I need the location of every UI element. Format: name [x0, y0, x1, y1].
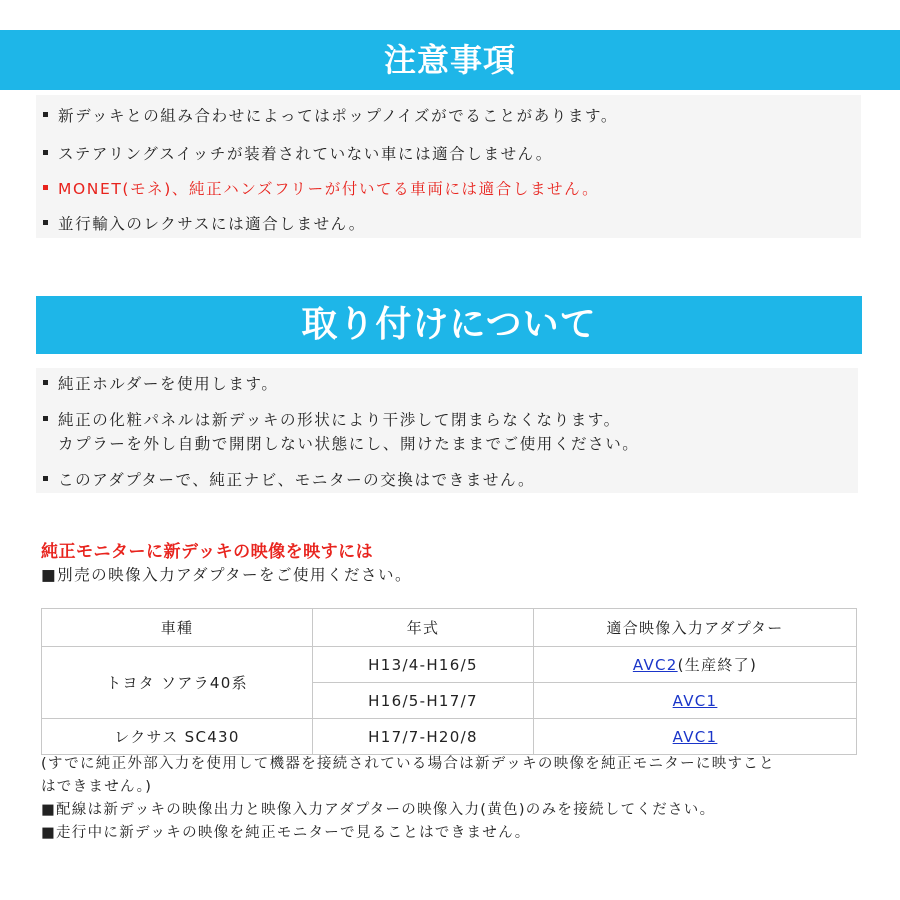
notes-title: 注意事項 — [383, 41, 516, 79]
cell-adapter — [534, 683, 857, 719]
footnote: ■走行中に新デッキの映像を純正モニターで見ることはできません。 — [41, 825, 531, 841]
header-model: 車種 — [42, 609, 313, 647]
cell-model: トヨタ ソアラ40系 — [42, 647, 313, 719]
bullet-icon — [43, 112, 48, 117]
footnote: (すでに純正外部入力を使用して機器を接続されている場合は新デッキの映像を純正モニターに映すこと はできません。) — [41, 756, 775, 795]
table-header-row — [42, 609, 857, 647]
adapter-link-avc2[interactable]: AVC2 — [632, 656, 678, 674]
monitor-heading: 純正モニターに新デッキの映像を映すには — [41, 542, 374, 562]
cell-year: H13/4-H16/5 — [313, 647, 534, 683]
cell-year: H16/5-H17/7 — [313, 683, 534, 719]
header-adapter: 適合映像入力アダプター — [534, 609, 857, 647]
cell-adapter — [534, 647, 857, 683]
list-item: 並行輸入のレクサスには適合しません。 — [43, 212, 366, 236]
compatibility-table — [41, 608, 857, 755]
install-list — [36, 368, 858, 493]
cell-adapter — [534, 719, 857, 755]
list-item: 新デッキとの組み合わせによってはポップノイズがでることがあります。 — [43, 104, 618, 128]
bullet-icon — [43, 476, 48, 481]
notes-list — [36, 95, 861, 238]
cell-year: H17/7-H20/8 — [313, 719, 534, 755]
adapter-note: (生産終了) — [677, 656, 758, 674]
list-item: 純正の化粧パネルは新デッキの形状により干渉して閉まらなくなります。 カプラーを外し自動で開閉しない状態にし、開けたままでご使用ください。 — [43, 408, 639, 456]
monitor-subheading: ■別売の映像入力アダプターをご使用ください。 — [41, 566, 412, 584]
table-row — [42, 719, 857, 755]
bullet-icon — [43, 150, 48, 155]
install-banner — [36, 296, 862, 354]
install-title: 取り付けについて — [301, 304, 597, 345]
bullet-icon — [43, 380, 48, 385]
bullet-icon — [43, 185, 48, 190]
bullet-icon — [43, 220, 48, 225]
cell-model: レクサス SC430 — [42, 719, 313, 755]
header-year: 年式 — [313, 609, 534, 647]
adapter-link-avc1[interactable]: AVC1 — [672, 727, 718, 746]
list-item: 純正ホルダーを使用します。 — [43, 372, 278, 396]
list-item-warning: MONET(モネ)、純正ハンズフリーが付いてる車両には適合しません。 — [43, 177, 599, 201]
list-item: ステアリングスイッチが装着されていない車には適合しません。 — [43, 142, 553, 166]
table-row — [42, 647, 857, 683]
footnote: ■配線は新デッキの映像出力と映像入力アダプターの映像入力(黄色)のみを接続してください。 — [41, 802, 716, 818]
adapter-link-avc1[interactable]: AVC1 — [672, 691, 718, 710]
bullet-icon — [43, 416, 48, 421]
list-item: このアダプターで、純正ナビ、モニターの交換はできません。 — [43, 468, 535, 492]
notes-banner — [0, 30, 900, 90]
